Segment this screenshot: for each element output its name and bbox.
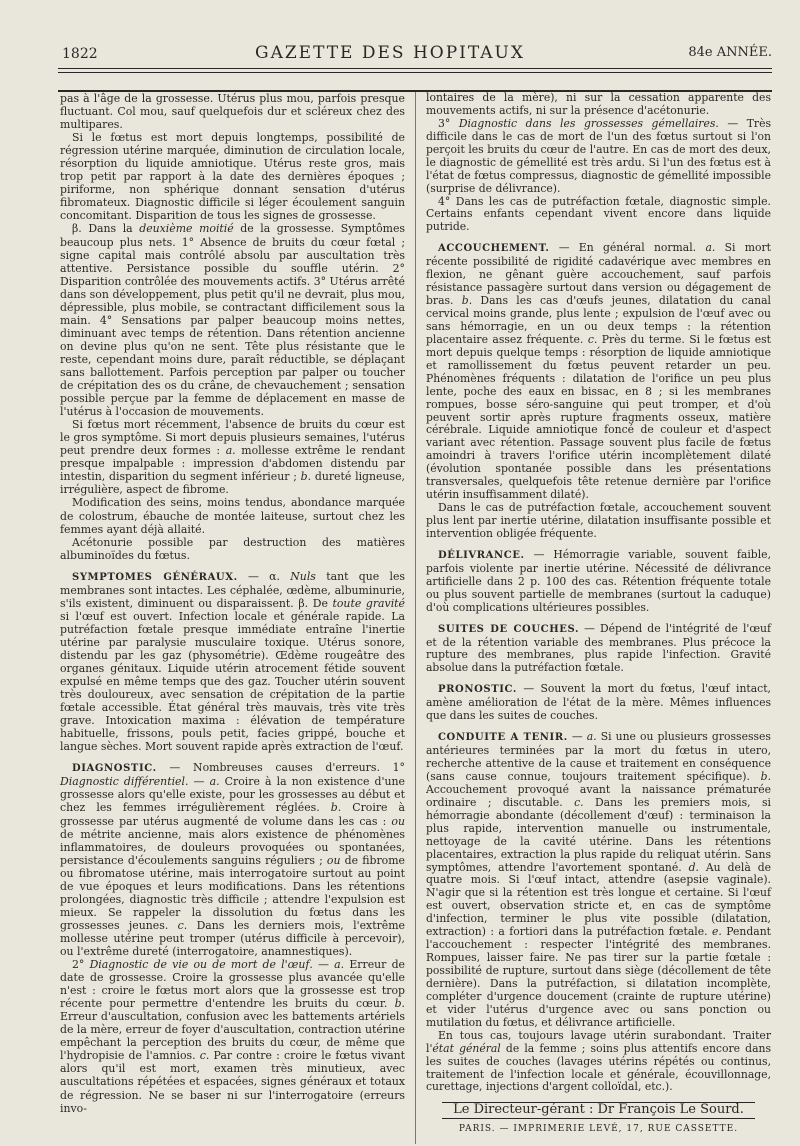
body-text: Erreur de date de grossesse. Croire la grossesse plus avancée qu'elle n'est : croire le fœtus mort alors que la grossesse est trop récente pour permettre d'entendre les bruits du cœur.	[60, 958, 405, 1011]
paragraph	[426, 502, 771, 541]
body-text: Si fœtus mort récemment, l'absence de bruits du cœur est le gros symptôme. Si mort depuis plusieurs semaines, l'utérus peut prendre deux formes :	[60, 418, 405, 458]
body-text: Dans les cas d'œufs jeunes, dilatation du canal cervical moins grande, plus lente ; expulsion de l'œuf avec ou sans hémorragie, en un ou deux temps : la rétention placentaire assez fréquente.	[426, 294, 771, 346]
paragraph	[426, 623, 771, 676]
body-text: de fibrome ou fibromatose utérine, mais interrogatoire surtout au point de vue époques et leurs modifications. Dans les rétentions prolongées, diagnostic très difficile ; attendre l'expulsion est mieux. Se rappeler la dissolution du fœtus dans les grossesses jeunes.	[60, 853, 405, 932]
body-text: si l'œuf est ouvert. Infection locale et générale rapide. La putréfaction fœtale presque immédiate entraîne l'inertie utérine par paralysie musculaire toxique. Utérus sonore, distendu par les gaz (physométrie). Œdème rougeâtre des organes génitaux. Liquide utérin atrocement fétide souvent expulsé en même temps que des gaz. Toucher utérin souvent très douloureux, avec sensation de crépitation de la partie fœtale accessible. État général très mauvais, très vite très grave. Intoxication maxima : élévation de température habituelle, frissons, pouls petit, facies grippé, bouche et langue sèches. Mort souvent rapide après extraction de l'œuf.	[60, 609, 405, 754]
body-text: β. Dans la	[72, 222, 140, 236]
section-heading: PRONOSTIC.	[438, 684, 517, 696]
body-text: — Nombreuses causes d'erreurs. 1°	[156, 761, 405, 775]
paragraph	[426, 242, 771, 502]
body-text: Erreur d'auscultation, confusion avec les battements artériels de la mère, erreur de foyer d'auscultation, contraction utérine empêchant la perception des bruits du cœur, de même que l'hydropisie de l'amnios.	[60, 1010, 405, 1063]
left-column	[60, 92, 405, 1115]
body-text: tant que les membranes sont intactes. Les céphalée, œdème, albuminurie, s'ils existent, diminuent ou disparaissent. β. De	[60, 569, 405, 610]
printer-imprint: PARIS. — IMPRIMERIE LEVÉ, 17, RUE CASSETTE.	[458, 1124, 739, 1135]
italic-text: a.	[225, 444, 236, 458]
body-text: Près du terme. Si le fœtus est mort depuis quelque temps : résorption de liquide amniotique et ramollissement du fœtus peuvent retarder un peu. Phénomènes fréquents : dilatation de l'orifice un peu plus lente, poche des eaux en bissac, en 8 ; si les membranes rompues, bosse séro-sanguine qui peut tromper, et d'où peuvent sortir après rupture fragments osseux, matière cérébrale. Liquide amniotique foncé de couleur et d'aspect variant avec rétention. Passage souvent plus facile de fœtus amoindri à travers l'orifice utérin incomplètement dilaté (évolution spontanée possible dans les présentations transversales, quelquefois tête retenue dernière par l'orifice utérin insuffisamment dilaté).	[426, 332, 772, 502]
paragraph	[60, 131, 405, 222]
volume-year: 84e ANNÉE.	[688, 45, 772, 60]
body-text: Si le fœtus est mort depuis longtemps, possibilité de régression utérine marquée, diminution de circulation locale, résorption du liquide amniotique. Utérus reste gros, mais trop petit par rapport à la date des dernières époques ; piriforme, non sphérique donnant sensation d'utérus fibromateux. Diagnostic difficile si léger écoulement sanguin concomitant. Disparition de tous les signes de grossesse.	[60, 131, 405, 223]
body-text: Par contre : croire le fœtus vivant alors qu'il est mort, examen très minutieux, avec auscultations répétées et espacées, signes généraux et totaux de régression. Ne se baser ni sur l'interrogatoire (erreurs invo-	[60, 1049, 405, 1115]
italic-text: toute gravité	[332, 596, 405, 610]
paragraph	[60, 536, 405, 562]
body-text: Acétonurie possible par destruction des matières albuminoïdes du fœtus.	[60, 535, 405, 562]
italic-text: Nuls	[290, 569, 316, 583]
body-text: . — Très difficile dans le cas de mort de l'un des fœtus surtout si l'on perçoit les bruits du cœur de l'autre. En cas de mort des deux, le diagnostic de gémellité est très ardu. Si l'un des fœtus est à l'état de fœtus compressus, diagnostic de gémellité impossible (surprise de délivrance).	[426, 116, 771, 195]
italic-text: d.	[688, 860, 699, 874]
section-heading: DIAGNOSTIC.	[72, 763, 157, 775]
column-divider	[415, 92, 416, 1144]
body-text: de métrite ancienne, mais alors existence de phénomènes inflammatoires, de douleurs provoquées ou spontanées, persistance d'écoulements sanguins réguliers ;	[60, 827, 405, 867]
paragraph	[426, 92, 771, 118]
italic-text: a.	[334, 958, 345, 972]
body-text: . —	[309, 958, 335, 972]
italic-text: Diagnostic de vie ou de mort de l'œuf	[89, 958, 310, 972]
body-text: Croire à grossesse par utérus augmenté de volume dans les cas :	[60, 801, 405, 828]
body-text: de la grossesse. Symptômes beaucoup plus nets. 1° Absence de bruits du cœur fœtal ; signe capital mais contrôlé absolu par auscultation très attentive. Persistance possible du souffle utérin. 2° Disparition contrôlée des mouvements actifs. 3° Utérus arrêté dans son développement, plus petit qu'il ne devrait, plus mou, dépressible, plus mobile, se contractant difficilement sous la main. 4° Sensations par palper beaucoup moins nettes, diminuant avec temps de rétention. Dans rétention ancienne on devine plus qu'on ne sent. Tête plus résistante que le reste, cependant moins dure, paraît réductible, se déplaçant sans ballottement. Parfois perception par palper ou toucher de crépitation des os du crâne, de chevauchement ; sensation possible perçue par la femme de déplacement en masse de l'utérus à l'occasion de mouvements.	[60, 222, 405, 419]
body-text: En tous cas, toujours lavage utérin surabondant. Traiter l'	[426, 1028, 771, 1055]
body-text: Modification des seins, moins tendus, abondance marquée de colostrum, ébauche de montée laiteuse, surtout chez les femmes ayant déjà allaité.	[60, 496, 405, 536]
italic-text: deuxième moitié	[139, 222, 234, 236]
italic-text: c.	[587, 332, 598, 346]
body-text: —	[567, 730, 587, 744]
italic-text: c.	[177, 918, 188, 932]
page-number: 1822	[62, 46, 98, 62]
body-text: Dans les premiers mois, si hémorragie abondante (décollement d'œuf) : terminaison la plus rapide, intervention manuelle ou instrumentale, nettoyage de la cavité utérine. Dans les rétentions placentaires, extraction la plus rapide du reliquat utérin. Sans symptômes, attendre l'avortement spontané.	[426, 795, 771, 874]
body-text: lontaires de la mère), ni sur la cessation apparente des mouvements actifs, ni sur la présence d'acétonurie.	[426, 91, 771, 117]
body-text: mollesse extrême le rendant presque impalpable : impression d'abdomen distendu par intestin, disparition du segment inférieur ;	[60, 444, 405, 484]
italic-text: Diagnostic différentiel	[60, 775, 185, 789]
body-text: 4° Dans les cas de putréfaction fœtale, diagnostic simple. Certains enfants cependant vivent encore dans liquide putride.	[426, 194, 771, 234]
publisher-signature: Le Directeur-gérant : Dr François Le Sourd.	[442, 1102, 755, 1119]
italic-text: ou	[391, 814, 405, 828]
body-text: Si mort récente possibilité de rigidité cadavérique avec membres en flexion, ne gênant guère accouchement, sauf parfois résistance passagère surtout dans version ou dégagement de bras.	[426, 241, 772, 308]
body-text: de la femme ; soins plus attentifs encore dans les suites de couches (lavages utérins répétés ou continus, traitement de l'infection locale et générale, écouvillonnage, curettage, injections d'argent colloïdal, etc.).	[426, 1041, 771, 1094]
section-heading: DÉLIVRANCE.	[438, 549, 525, 561]
header-rule	[58, 68, 772, 69]
italic-text: a.	[586, 730, 597, 744]
italic-text: b.	[461, 294, 473, 308]
body-text: Au delà de quatre mois. Si l'œuf intact, attendre (asepsie vaginale). N'agir que si la rétention est très longue et certaine. Si l'œuf est ouvert, observation stricte et, en cas de symptôme d'infection, terminer le plus vite possible (dilatation, extraction) : a fortiori dans la putréfaction fœtale.	[426, 860, 771, 939]
body-text: Si une ou plusieurs grossesses antérieures terminées par la mort du fœtus in utero, recherche attentive de la cause et traitement en conséquence (sans cause connue, toujours traitement spécifique).	[426, 730, 771, 783]
paragraph	[426, 1030, 771, 1095]
italic-text: b.	[760, 769, 771, 783]
italic-text: b.	[330, 801, 342, 815]
body-text: 2°	[72, 958, 90, 972]
italic-text: c.	[199, 1049, 210, 1063]
body-text: Accouchement provoqué avant la naissance prématurée ordinaire ; discutable.	[426, 782, 771, 809]
italic-text: a.	[209, 775, 220, 789]
section-heading: SUITES DE COUCHES.	[438, 623, 580, 635]
italic-text: Diagnostic dans les grossesses gémellaires	[458, 116, 716, 130]
body-text: 3°	[438, 116, 459, 130]
paragraph	[426, 683, 771, 723]
body-text: Dans le cas de putréfaction fœtale, accouchement souvent plus lent par inertie utérine, dilatation insuffisante possible et intervention obligée fréquente.	[426, 501, 771, 540]
paragraph	[60, 92, 405, 131]
footer	[426, 1102, 771, 1136]
header-rule-double	[58, 72, 772, 73]
italic-text: ou	[326, 853, 341, 867]
paragraph	[426, 196, 771, 235]
italic-text: c.	[574, 795, 584, 809]
italic-text: a.	[705, 241, 716, 255]
section-heading: SYMPTOMES GÉNÉRAUX.	[72, 571, 238, 583]
paragraph	[426, 731, 771, 1030]
paragraph	[60, 958, 405, 1115]
italic-text: e.	[711, 925, 722, 939]
section-heading: ACCOUCHEMENT.	[438, 243, 550, 255]
body-text: Croire à la non existence d'une grossesse alors qu'elle existe, pour les grossesses au début et chez les femmes irrégulièrement réglées.	[60, 775, 405, 815]
body-text: dureté ligneuse, irrégulière, aspect de fibrome.	[60, 470, 405, 497]
paragraph	[60, 496, 405, 535]
paragraph	[426, 549, 771, 615]
body-text: — α.	[237, 569, 291, 583]
paragraph	[60, 222, 405, 418]
journal-title: GAZETTE DES HOPITAUX	[254, 43, 525, 63]
section-heading: CONDUITE A TENIR.	[438, 732, 568, 744]
body-text: — En général normal.	[549, 241, 706, 255]
right-column	[426, 92, 771, 1136]
italic-text: état général	[432, 1041, 501, 1055]
body-text: Pendant l'accouchement : respecter l'intégrité des membranes. Rompues, laisser faire. Ne pas tirer sur la partie fœtale : possibilité de rupture, surtout dans siège (décollement de tête dernière). Dans la putréfaction, si dilatation incomplète, compléter d'urgence doucement (crainte de rupture utérine) et vider l'utérus d'urgence avec ou sans ponction ou mutilation du fœtus, et délivrance artificielle.	[426, 925, 771, 1029]
italic-text: b.	[300, 470, 312, 484]
body-text: — Souvent la mort du fœtus, l'œuf intact, amène amélioration de l'état de la mère. Mêmes influences que dans les suites de couches.	[426, 682, 771, 723]
paragraph	[426, 118, 771, 196]
paragraph	[60, 570, 405, 754]
paragraph	[60, 418, 405, 496]
italic-text: b.	[394, 997, 405, 1011]
body-text: — Dépend de l'intégrité de l'œuf et de la rétention variable des membranes. Plus précoce la rupture des membranes, plus rapide l'infection. Gravité absolue dans la putréfaction fœtale.	[426, 621, 771, 675]
body-text: pas à l'âge de la grossesse. Utérus plus mou, parfois presque fluctuant. Col mou, sauf quelquefois dur et scléreux chez des multipares.	[60, 92, 405, 132]
body-text: Dans les derniers mois, l'extrême mollesse utérine peut tromper (utérus difficile à percevoir), ou l'extrême dureté (interrogatoire, anamnestiques).	[60, 918, 405, 958]
body-text: . —	[184, 775, 210, 789]
body-text: — Hémorragie variable, souvent faible, parfois violente par inertie utérine. Nécessité de délivrance artificielle dans 2 p. 100 des cas. Rétention fréquente totale ou plus souvent partielle de membranes (surtout la caduque) d'où complications ultérieures possibles.	[426, 547, 771, 614]
paragraph	[60, 761, 405, 958]
